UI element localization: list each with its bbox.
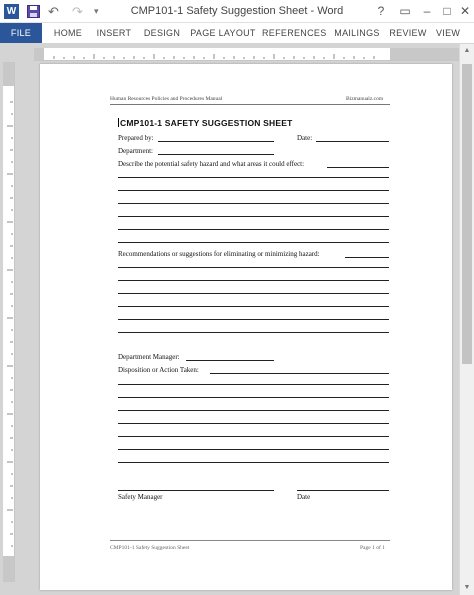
- page-footer-right: Page 1 of 1: [360, 545, 385, 551]
- minimize-button[interactable]: –: [423, 4, 431, 18]
- scrollbar-thumb[interactable]: [462, 64, 472, 364]
- recommendation-line-2[interactable]: [118, 280, 389, 281]
- maximize-button[interactable]: □: [443, 4, 451, 18]
- tab-home[interactable]: HOME: [53, 28, 83, 38]
- page-header-right: Bizmanualz.com: [346, 96, 384, 102]
- disposition-line-6[interactable]: [118, 449, 389, 450]
- scroll-up-icon[interactable]: ▲: [463, 47, 471, 54]
- document-title[interactable]: [118, 118, 378, 128]
- tab-design[interactable]: DESIGN: [143, 28, 181, 38]
- hazard-line-2[interactable]: [118, 190, 389, 191]
- describe-hazard-label: Describe the potential safety hazard and what areas it could effect:: [118, 160, 305, 168]
- department-line[interactable]: [158, 154, 274, 155]
- department-manager-label: Department Manager:: [118, 353, 180, 361]
- header-divider: [110, 104, 390, 105]
- tab-file[interactable]: FILE: [0, 23, 42, 44]
- disposition-label: Disposition or Action Taken:: [118, 366, 199, 374]
- recommendations-line[interactable]: [345, 257, 389, 258]
- hazard-line-4[interactable]: [118, 216, 389, 217]
- customize-quick-access-icon[interactable]: ▾: [94, 6, 99, 16]
- hazard-line-5[interactable]: [118, 229, 389, 230]
- tab-page-layout[interactable]: PAGE LAYOUT: [190, 28, 256, 38]
- recommendation-line-5[interactable]: [118, 319, 389, 320]
- scroll-down-icon[interactable]: ▼: [463, 584, 471, 591]
- ribbon-display-options-button[interactable]: ▭: [399, 4, 411, 18]
- disposition-line-1[interactable]: [118, 384, 389, 385]
- disposition-line-2[interactable]: [118, 397, 389, 398]
- safety-manager-label: Safety Manager: [118, 493, 163, 501]
- vertical-scrollbar[interactable]: [459, 44, 474, 595]
- tab-review[interactable]: REVIEW: [389, 28, 427, 38]
- vertical-ruler[interactable]: [3, 62, 15, 582]
- department-label: Department:: [118, 147, 153, 155]
- recommendation-line-6[interactable]: [118, 332, 389, 333]
- hazard-line-3[interactable]: [118, 203, 389, 204]
- disposition-line-7[interactable]: [118, 462, 389, 463]
- prepared-by-line[interactable]: [158, 141, 274, 142]
- disposition-line-5[interactable]: [118, 436, 389, 437]
- disposition-line-3[interactable]: [118, 410, 389, 411]
- recommendation-line-1[interactable]: [118, 267, 389, 268]
- word-app-icon[interactable]: W: [4, 4, 19, 19]
- text-cursor: [118, 118, 119, 127]
- disposition-line[interactable]: [210, 373, 389, 374]
- window-title: CMP101-1 Safety Suggestion Sheet - Word: [130, 5, 344, 17]
- tab-view[interactable]: VIEW: [436, 28, 461, 38]
- ribbon-tab-bar: [0, 23, 474, 44]
- recommendation-line-3[interactable]: [118, 293, 389, 294]
- title-bar: [0, 0, 474, 23]
- document-title-text: CMP101-1 SAFETY SUGGESTION SHEET: [120, 118, 293, 128]
- department-manager-line[interactable]: [186, 360, 274, 361]
- undo-icon[interactable]: ↶: [48, 4, 59, 19]
- recommendations-label: Recommendations or suggestions for eliminating or minimizing hazard:: [118, 250, 320, 258]
- tab-mailings[interactable]: MAILINGS: [334, 28, 380, 38]
- signature-date-line[interactable]: [297, 490, 389, 491]
- hazard-line-1[interactable]: [118, 177, 389, 178]
- close-button[interactable]: ✕: [459, 4, 471, 18]
- hazard-line-6[interactable]: [118, 242, 389, 243]
- disposition-line-4[interactable]: [118, 423, 389, 424]
- page-header-left: Human Resources Policies and Procedures Manual: [110, 96, 223, 102]
- signature-date-label: Date: [297, 493, 311, 501]
- tab-insert[interactable]: INSERT: [96, 28, 132, 38]
- prepared-by-label: Prepared by:: [118, 134, 154, 142]
- page-footer-left: CMP101-1 Safety Suggestion Sheet: [110, 545, 190, 551]
- footer-divider: [110, 540, 390, 541]
- describe-hazard-line[interactable]: [327, 167, 389, 168]
- safety-manager-signature-line[interactable]: [118, 490, 274, 491]
- save-icon[interactable]: [26, 4, 41, 19]
- document-page[interactable]: [40, 64, 452, 590]
- redo-icon[interactable]: ↷: [72, 4, 83, 19]
- tab-references[interactable]: REFERENCES: [262, 28, 327, 38]
- date-line[interactable]: [316, 141, 389, 142]
- horizontal-ruler[interactable]: [34, 48, 460, 61]
- recommendation-line-4[interactable]: [118, 306, 389, 307]
- date-label: Date:: [297, 134, 313, 142]
- help-button[interactable]: ?: [377, 4, 385, 18]
